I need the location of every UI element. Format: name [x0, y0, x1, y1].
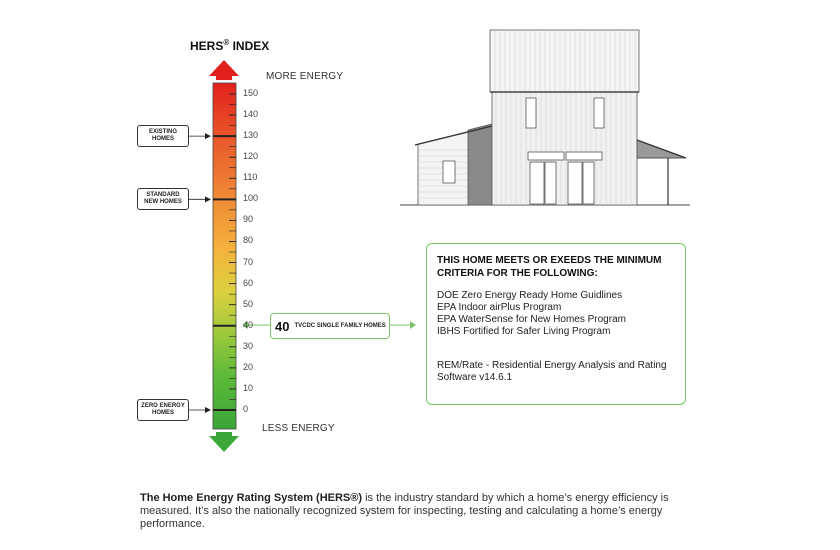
marker-label: NEW HOMES — [144, 199, 182, 206]
marker-arrow-icon — [205, 407, 211, 413]
tick-label: 30 — [243, 340, 254, 351]
tick-label: 90 — [243, 214, 254, 225]
marker-arrow-icon — [205, 133, 211, 139]
criteria-item: IBHS Fortified for Safer Living Program — [437, 326, 611, 337]
marker-box — [137, 399, 189, 421]
tick-label: 0 — [243, 404, 249, 414]
title-tail: INDEX — [229, 39, 270, 53]
marker-label: HOMES — [151, 410, 174, 416]
title-main: HERS — [190, 39, 224, 53]
marker-label: STANDARD — [146, 192, 180, 199]
footer-rest: is the industry standard by which a home’s energy efficiency is measured. It’s also the nationally recognized system for inspecting, testing and calculating a home’s energy performance. — [140, 492, 669, 530]
callout-value: 40 — [275, 318, 290, 334]
marker-box — [137, 188, 189, 210]
criteria-item: DOE Zero Energy Ready Home Guidlines — [437, 290, 623, 301]
hers-scale-bar — [213, 83, 236, 429]
marker-label: EXISTING — [148, 129, 177, 136]
software-note: REM/Rate - Residential Energy Analysis and Rating Software v14.6.1 — [437, 360, 667, 383]
down-arrow-icon — [209, 432, 239, 452]
tick-label: 110 — [243, 172, 258, 183]
tick-label: 40 — [243, 319, 254, 330]
less-energy-label: LESS ENERGY — [262, 423, 335, 434]
tick-label: 10 — [243, 382, 254, 393]
tick-label: 20 — [243, 361, 254, 372]
tvcdc-callout — [270, 313, 390, 339]
tick-label: 150 — [243, 88, 259, 98]
more-energy-label: MORE ENERGY — [266, 71, 344, 82]
criteria-item: EPA WaterSense for New Homes Program — [437, 314, 626, 325]
callout-label: TVCDC SINGLE FAMILY HOMES — [294, 323, 386, 329]
tick-label: 80 — [243, 235, 254, 246]
tick-label: 140 — [243, 109, 259, 120]
marker-box — [137, 125, 189, 147]
up-arrow-icon — [209, 60, 239, 80]
criteria-heading: THIS HOME MEETS OR EXEEDS THE MINIMUM CRITERIA FOR THE FOLLOWING: — [437, 255, 662, 279]
tick-label: 130 — [243, 130, 259, 141]
criteria-item: EPA Indoor airPlus Program — [437, 302, 562, 313]
house-illustration — [400, 30, 690, 205]
title-registered-mark: ® — [223, 38, 230, 47]
tick-label: 50 — [243, 298, 254, 309]
footer-bold: The Home Energy Rating System (HERS®) — [140, 492, 363, 504]
criteria-box — [426, 243, 686, 405]
marker-label: HOMES — [151, 136, 174, 143]
footer-description — [140, 492, 710, 531]
marker-arrows — [186, 133, 211, 413]
tick-label: 70 — [243, 256, 254, 267]
tick-label: 60 — [243, 277, 254, 288]
tick-label: 120 — [243, 151, 259, 162]
marker-label: ZERO ENERGY — [141, 403, 185, 409]
marker-arrow-icon — [205, 196, 211, 202]
tick-label: 100 — [243, 193, 259, 204]
hers-index-title — [190, 38, 269, 53]
